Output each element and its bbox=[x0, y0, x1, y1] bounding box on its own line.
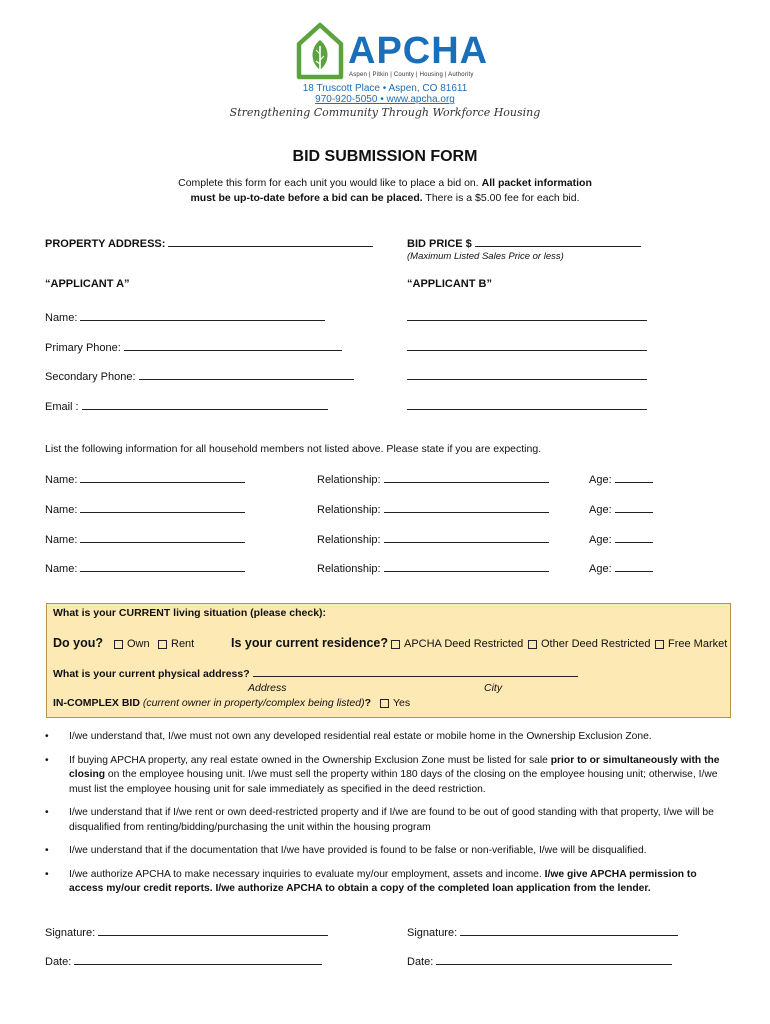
household-age-label: Age: bbox=[589, 474, 612, 486]
current-residence-label: Is your current residence? bbox=[231, 636, 389, 650]
applicant-a-email-line[interactable] bbox=[82, 399, 328, 410]
bullet-icon: • bbox=[45, 868, 49, 880]
household-intro: List the following information for all household members not listed above. Please state if you are expecting. bbox=[45, 443, 542, 455]
signature-label: Signature: bbox=[407, 927, 458, 939]
household-name-label: Name: bbox=[45, 504, 78, 516]
term-item bbox=[45, 844, 730, 859]
property-address-line[interactable] bbox=[168, 236, 373, 247]
living-question: What is your CURRENT living situation (please check): bbox=[53, 607, 327, 619]
applicant-a-secondary-phone-line[interactable] bbox=[139, 369, 354, 380]
term-text: I/we authorize APCHA to make necessary inquiries to evaluate my/our employment, assets and income. bbox=[69, 868, 542, 880]
primary-phone-label: Primary Phone: bbox=[45, 342, 121, 354]
household-relationship-line[interactable] bbox=[384, 472, 549, 483]
applicant-b-heading: “APPLICANT B” bbox=[407, 278, 492, 290]
signature-b-line[interactable] bbox=[460, 925, 678, 936]
household-age-line[interactable] bbox=[615, 561, 653, 572]
term-item bbox=[45, 868, 730, 897]
address-line: 18 Truscott Place • Aspen, CO 81611 bbox=[302, 83, 468, 94]
household-relationship-field[interactable] bbox=[317, 561, 549, 575]
in-complex-question: ? bbox=[364, 697, 372, 709]
term-text: If buying APCHA property, any real estate owned in the Ownership Exclusion Zone must be listed for sale bbox=[69, 754, 548, 766]
name-label: Name: bbox=[45, 312, 78, 324]
yes-label: Yes bbox=[392, 697, 411, 709]
household-relationship-field[interactable] bbox=[317, 472, 549, 486]
applicant-b-name-line[interactable] bbox=[407, 310, 647, 321]
logo-subtitle: Aspen | Pitkin | County | Housing | Authority bbox=[349, 72, 474, 78]
rent-checkbox[interactable] bbox=[158, 640, 167, 649]
house-leaf-icon bbox=[296, 22, 344, 80]
date-a-field[interactable] bbox=[45, 954, 322, 968]
term-item bbox=[45, 730, 730, 745]
secondary-phone-label: Secondary Phone: bbox=[45, 371, 136, 383]
bid-price-field[interactable] bbox=[407, 236, 641, 250]
applicant-b-email-line[interactable] bbox=[407, 399, 647, 410]
household-name-label: Name: bbox=[45, 534, 78, 546]
apcha-deed-checkbox[interactable] bbox=[391, 640, 400, 649]
physical-address-label: What is your current physical address? bbox=[53, 668, 250, 680]
other-deed-option[interactable] bbox=[528, 638, 650, 650]
household-name-field[interactable] bbox=[45, 472, 245, 486]
signature-label: Signature: bbox=[45, 927, 96, 939]
date-label: Date: bbox=[45, 956, 72, 968]
date-a-line[interactable] bbox=[74, 954, 322, 965]
applicant-a-heading: “APPLICANT A” bbox=[45, 278, 130, 290]
do-you-label: Do you? bbox=[53, 636, 103, 650]
tagline: Strengthening Community Through Workforce Housing bbox=[229, 106, 541, 119]
do-you-row bbox=[53, 636, 103, 650]
term-text: I/we understand that, I/we must not own any developed residential real estate or mobile home in the Ownership Exclusion Zone. bbox=[69, 731, 652, 742]
term-bold: I/we give APCHA permission to access my/our credit reports. I/we authorize APCHA to obtain a copy of the completed loan application from the lender. bbox=[69, 868, 697, 894]
free-market-option[interactable] bbox=[655, 638, 727, 650]
logo-wordmark: APCHA bbox=[348, 30, 489, 72]
form-intro bbox=[160, 176, 610, 206]
household-name-field[interactable] bbox=[45, 561, 245, 575]
property-address-field[interactable] bbox=[45, 236, 373, 250]
in-complex-note: (current owner in property/complex being listed) bbox=[142, 697, 365, 709]
applicant-a-primary-phone-line[interactable] bbox=[124, 340, 342, 351]
property-address-label: PROPERTY ADDRESS: bbox=[45, 238, 166, 250]
applicant-a-email[interactable] bbox=[45, 399, 328, 413]
intro-text-1: Complete this form for each unit you would like to place a bid on. bbox=[178, 177, 479, 189]
date-b-line[interactable] bbox=[436, 954, 672, 965]
household-age-field[interactable] bbox=[589, 472, 653, 486]
yes-checkbox[interactable] bbox=[380, 699, 389, 708]
household-name-line[interactable] bbox=[80, 532, 245, 543]
applicant-a-primary-phone[interactable] bbox=[45, 340, 342, 354]
term-item bbox=[45, 754, 730, 798]
household-name-line[interactable] bbox=[80, 502, 245, 513]
household-age-line[interactable] bbox=[615, 502, 653, 513]
term-text: on the employee housing unit. I/we must sell the property within 180 days of the closing on the employee housing unit; otherwise, I/we must list the employee housing unit for sale immediately as specified in the deed restriction. bbox=[69, 769, 718, 795]
term-item bbox=[45, 806, 730, 835]
own-label: Own bbox=[127, 638, 150, 650]
intro-bold-2: must be up-to-date before a bid can be placed. bbox=[190, 192, 423, 204]
applicant-a-name[interactable] bbox=[45, 310, 325, 324]
household-name-line[interactable] bbox=[80, 472, 245, 483]
date-label: Date: bbox=[407, 956, 434, 968]
intro-bold-1: All packet information bbox=[481, 177, 592, 189]
signature-a-line[interactable] bbox=[98, 925, 328, 936]
bid-price-note: (Maximum Listed Sales Price or less) bbox=[407, 251, 564, 262]
apcha-deed-option[interactable] bbox=[391, 638, 523, 650]
terms-list bbox=[45, 730, 730, 906]
contact-line[interactable]: 970-920-5050 • www.apcha.org bbox=[315, 94, 455, 105]
household-name-label: Name: bbox=[45, 563, 78, 575]
bullet-icon: • bbox=[45, 845, 49, 856]
term-bold: prior to or simultaneously with the closing bbox=[69, 754, 720, 780]
household-age-label: Age: bbox=[589, 563, 612, 575]
household-relationship-label: Relationship: bbox=[317, 563, 381, 575]
household-relationship-label: Relationship: bbox=[317, 504, 381, 516]
household-age-field[interactable] bbox=[589, 561, 653, 575]
rent-option[interactable] bbox=[158, 638, 194, 650]
household-name-label: Name: bbox=[45, 474, 78, 486]
applicant-b-secondary-phone-line[interactable] bbox=[407, 369, 647, 380]
household-name-line[interactable] bbox=[80, 561, 245, 572]
household-relationship-line[interactable] bbox=[384, 561, 549, 572]
free-market-checkbox[interactable] bbox=[655, 640, 664, 649]
email-label: Email : bbox=[45, 401, 79, 413]
yes-option[interactable] bbox=[380, 697, 410, 709]
household-name-field[interactable] bbox=[45, 502, 245, 516]
household-age-label: Age: bbox=[589, 534, 612, 546]
date-b-field[interactable] bbox=[407, 954, 672, 968]
own-option[interactable] bbox=[114, 638, 150, 650]
bid-price-label: BID PRICE $ bbox=[407, 238, 472, 250]
term-text: I/we understand that if the documentation that I/we have provided is found to be false or non-verifiable, I/we will be disqualified. bbox=[69, 845, 647, 856]
household-relationship-field[interactable] bbox=[317, 532, 549, 546]
city-caption: City bbox=[484, 682, 503, 694]
apcha-deed-label: APCHA Deed Restricted bbox=[404, 638, 524, 650]
bullet-icon: • bbox=[45, 754, 49, 766]
bid-price-line[interactable] bbox=[475, 236, 641, 247]
term-text: I/we understand that if I/we rent or own deed-restricted property and if I/we are found to be out of good standing with that property, I/we will be disqualified from renting/bidding/purchasing the unit within the housing program bbox=[69, 807, 714, 833]
bullet-icon: • bbox=[45, 731, 49, 742]
household-name-field[interactable] bbox=[45, 532, 245, 546]
other-deed-label: Other Deed Restricted bbox=[541, 638, 651, 650]
form-title: BID SUBMISSION FORM bbox=[292, 148, 478, 165]
own-checkbox[interactable] bbox=[114, 640, 123, 649]
bullet-icon: • bbox=[45, 807, 49, 818]
household-age-field[interactable] bbox=[589, 532, 653, 546]
signature-a-field[interactable] bbox=[45, 925, 328, 939]
signature-b-field[interactable] bbox=[407, 925, 678, 939]
applicant-a-name-line[interactable] bbox=[80, 310, 325, 321]
household-age-label: Age: bbox=[589, 504, 612, 516]
household-relationship-line[interactable] bbox=[384, 532, 549, 543]
free-market-label: Free Market bbox=[668, 638, 728, 650]
household-age-field[interactable] bbox=[589, 502, 653, 516]
household-relationship-label: Relationship: bbox=[317, 534, 381, 546]
household-age-line[interactable] bbox=[615, 532, 653, 543]
rent-label: Rent bbox=[171, 638, 195, 650]
in-complex-row bbox=[53, 697, 410, 709]
household-relationship-label: Relationship: bbox=[317, 474, 381, 486]
household-age-line[interactable] bbox=[615, 472, 653, 483]
physical-address-line[interactable] bbox=[253, 666, 578, 677]
household-relationship-line[interactable] bbox=[384, 502, 549, 513]
in-complex-label: IN-COMPLEX BID bbox=[53, 697, 140, 709]
intro-text-2: There is a $5.00 fee for each bid. bbox=[425, 192, 580, 204]
applicant-a-secondary-phone[interactable] bbox=[45, 369, 354, 383]
applicant-b-primary-phone-line[interactable] bbox=[407, 340, 647, 351]
household-relationship-field[interactable] bbox=[317, 502, 549, 516]
other-deed-checkbox[interactable] bbox=[528, 640, 537, 649]
physical-address-field[interactable] bbox=[53, 666, 578, 680]
address-caption: Address bbox=[248, 682, 287, 694]
